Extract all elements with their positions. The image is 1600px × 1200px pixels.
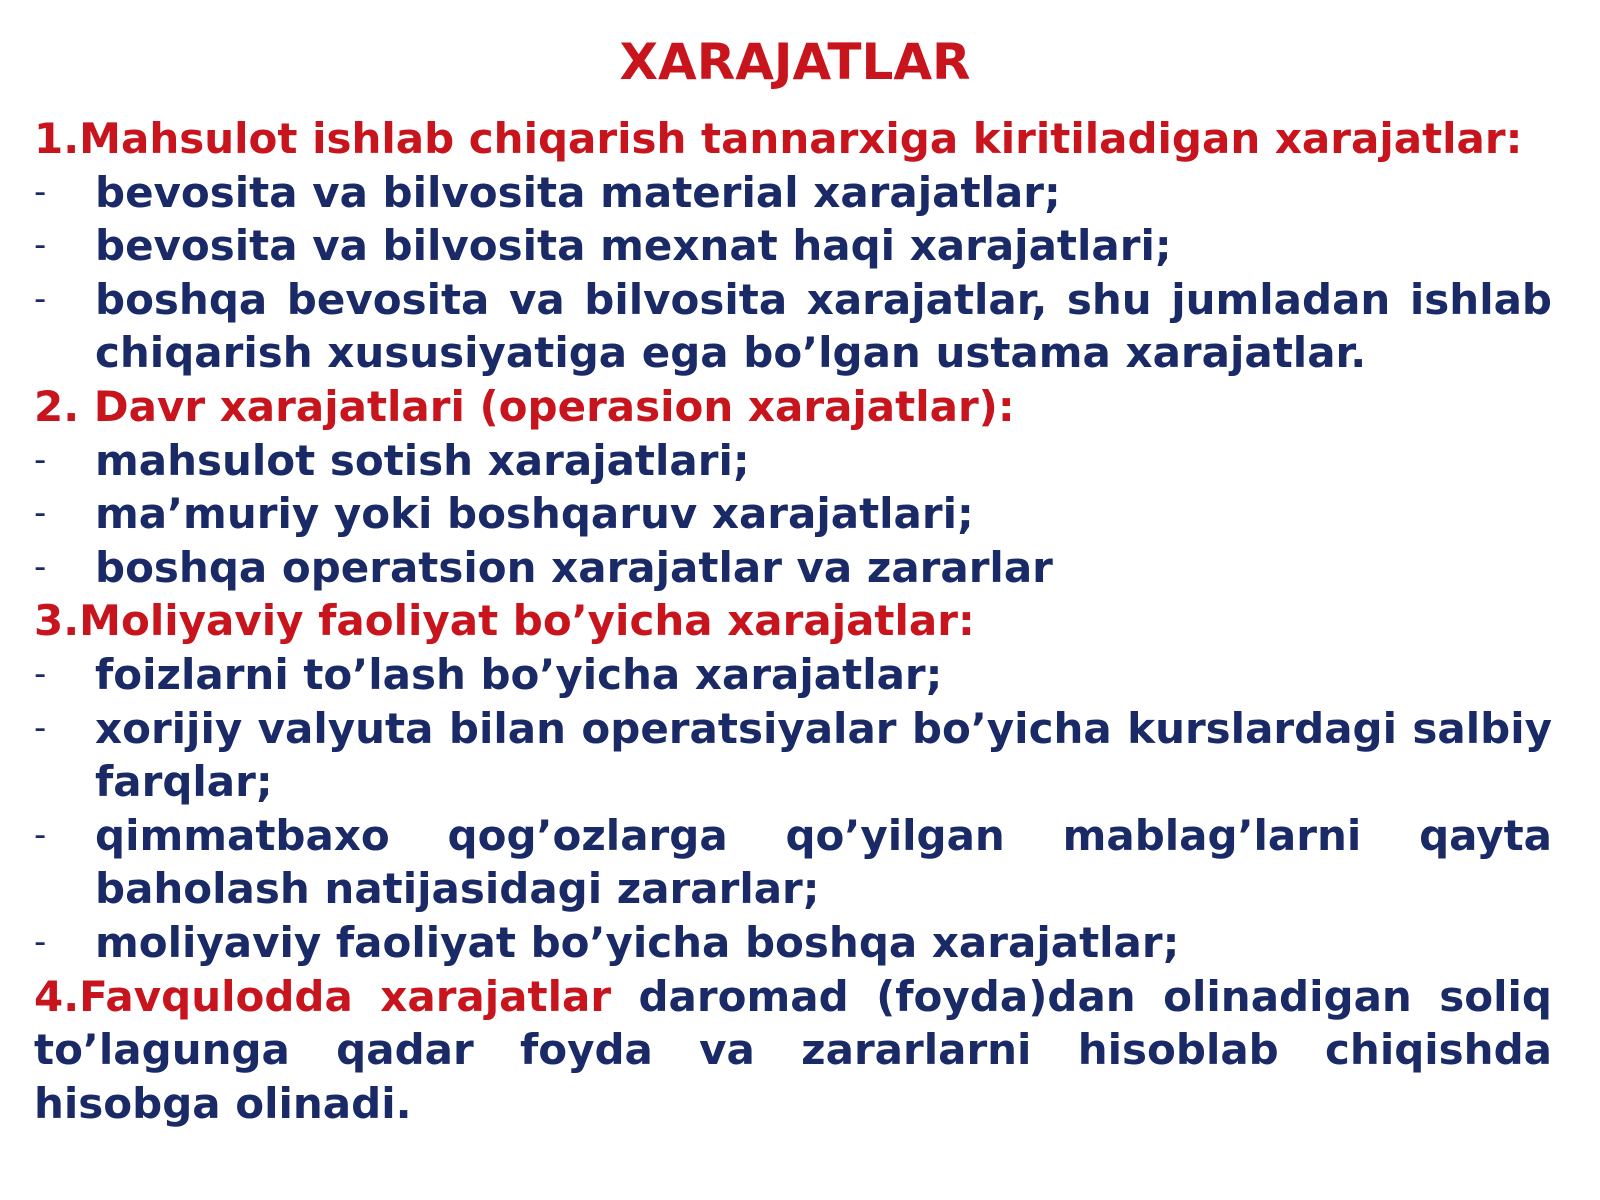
bullet-dash-icon: - [34, 439, 47, 480]
bullet-dash-icon: - [34, 171, 47, 212]
list-item-text: bevosita va bilvosita material xarajatlar; [95, 167, 1061, 217]
list-item [34, 487, 1552, 541]
bullet-dash-icon: - [34, 707, 47, 748]
final-paragraph [34, 970, 1552, 1131]
list-item-text: mahsulot sotish xarajatlari; [95, 435, 750, 485]
list-item-text: qimmatbaxo qog’ozlarga qo’yilgan mablag’larni qayta baholash natijasidagi zararlar; [95, 810, 1552, 914]
list-item [34, 916, 1552, 970]
slide-content [34, 112, 1552, 1130]
section-list-1 [34, 166, 1552, 380]
list-item [34, 166, 1552, 220]
slide-title: XARAJATLAR [619, 33, 971, 91]
list-item-text: xorijiy valyuta bilan operatsiyalar bo’yicha kurslardagi salbiy farqlar; [95, 703, 1552, 807]
list-item-text: bevosita va bilvosita mexnat haqi xarajatlari; [95, 221, 1172, 271]
final-text: daromad (foyda)dan olinadigan soliq to’lagunga qadar foyda va zararlarni hisoblab chiqishda hisobga olinadi. [34, 971, 1552, 1128]
list-item [34, 434, 1552, 488]
bullet-dash-icon: - [34, 546, 47, 587]
bullet-dash-icon: - [34, 493, 47, 534]
bullet-dash-icon: - [34, 921, 47, 962]
bullet-dash-icon: - [34, 278, 47, 319]
list-item [34, 219, 1552, 273]
list-item [34, 648, 1552, 702]
section-list-3 [34, 648, 1552, 970]
list-item-text: moliyaviy faoliyat bo’yicha boshqa xarajatlar; [95, 917, 1180, 967]
list-item [34, 702, 1552, 809]
final-heading: 4.Favqulodda xarajatlar [34, 971, 612, 1021]
list-item-text: ma’muriy yoki boshqaruv xarajatlari; [95, 489, 974, 539]
section-heading-3: 3.Moliyaviy faoliyat bo’yicha xarajatlar: [34, 596, 975, 646]
list-item [34, 541, 1552, 595]
list-item [34, 809, 1552, 916]
list-item-text: boshqa operatsion xarajatlar va zararlar [95, 542, 1053, 592]
section-list-2 [34, 434, 1552, 595]
section-heading-2: 2. Davr xarajatlari (operasion xarajatlar): [34, 381, 1015, 431]
list-item-text: foizlarni to’lash bo’yicha xarajatlar; [95, 649, 943, 699]
list-item [34, 273, 1552, 380]
list-item-text: boshqa bevosita va bilvosita xarajatlar, shu jumladan ishlab chiqarish xususiyatiga ega bo’lgan ustama xarajatlar. [95, 274, 1552, 378]
bullet-dash-icon: - [34, 814, 47, 855]
bullet-dash-icon: - [34, 225, 47, 266]
section-heading-1: 1.Mahsulot ishlab chiqarish tannarxiga kiritiladigan xarajatlar: [34, 114, 1523, 163]
bullet-dash-icon: - [34, 653, 47, 694]
